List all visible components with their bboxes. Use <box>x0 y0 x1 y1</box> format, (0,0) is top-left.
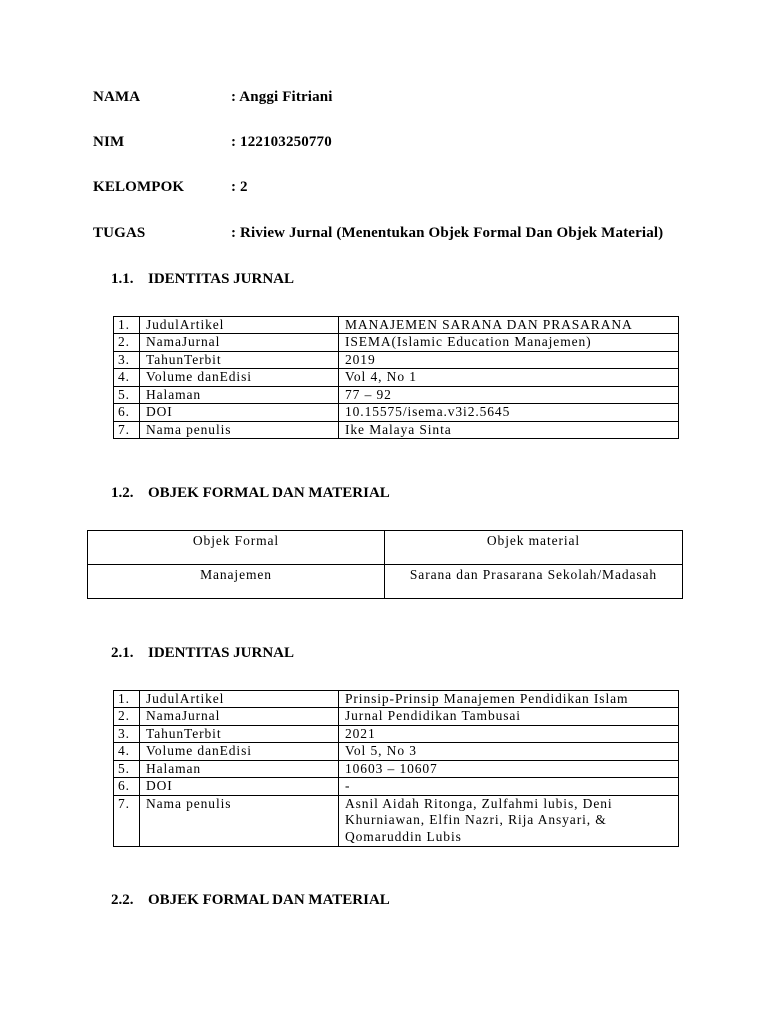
field-nama <box>93 88 713 106</box>
table-row <box>88 565 683 599</box>
row-number-cell: 4. <box>114 369 140 386</box>
field-value-cell: ISEMA(Islamic Education Manajemen) <box>339 334 679 351</box>
field-value-cell: Jurnal Pendidikan Tambusai <box>339 708 679 725</box>
row-number-cell: 2. <box>114 708 140 725</box>
field-nim-value: : 122103250770 <box>231 134 332 150</box>
field-name-cell: NamaJurnal <box>140 334 339 351</box>
field-value-cell <box>339 795 679 846</box>
objek-material-header: Objek material <box>385 531 683 565</box>
field-name-cell: Volume danEdisi <box>140 369 339 386</box>
field-name-cell: DOI <box>140 404 339 421</box>
field-value-cell: Vol 4, No 1 <box>339 369 679 386</box>
objek-formal-header: Objek Formal <box>88 531 385 565</box>
row-number-cell: 4. <box>114 743 140 760</box>
author-line: Asnil Aidah Ritonga, Zulfahmi lubis, Deni <box>345 795 613 811</box>
field-name-cell: Halaman <box>140 760 339 777</box>
field-name-cell: JudulArtikel <box>140 691 339 708</box>
table-row <box>114 351 679 368</box>
table-row <box>114 334 679 351</box>
field-name-cell: JudulArtikel <box>140 317 339 334</box>
section-heading-1-2 <box>111 484 611 502</box>
section-title: IDENTITAS JURNAL <box>148 271 295 287</box>
objek-material-value: Sarana dan Prasarana Sekolah/Madasah <box>385 565 683 599</box>
table-row <box>114 778 679 795</box>
field-tugas <box>93 224 713 242</box>
field-value-cell: Ike Malaya Sinta <box>339 421 679 438</box>
field-value-cell: Prinsip-Prinsip Manajemen Pendidikan Islam <box>339 691 679 708</box>
table-row <box>114 760 679 777</box>
field-kelompok-label: KELOMPOK <box>93 179 185 195</box>
row-number-cell: 5. <box>114 386 140 403</box>
row-number-cell: 6. <box>114 778 140 795</box>
field-name-cell: NamaJurnal <box>140 708 339 725</box>
section-number: 2.2. <box>111 892 134 908</box>
table-header-row <box>88 531 683 565</box>
row-number-cell: 6. <box>114 404 140 421</box>
field-value-cell: 10603 – 10607 <box>339 760 679 777</box>
table-row <box>114 421 679 438</box>
section-number: 2.1. <box>111 645 134 661</box>
section-heading-2-2 <box>111 891 611 909</box>
field-nim <box>93 133 713 151</box>
field-value-cell: - <box>339 778 679 795</box>
section-heading-2-1 <box>111 644 611 662</box>
section-title: OBJEK FORMAL DAN MATERIAL <box>148 485 390 501</box>
author-line: Qomaruddin Lubis <box>345 829 462 845</box>
row-number-cell: 7. <box>114 421 140 438</box>
field-kelompok <box>93 178 713 196</box>
table-row <box>114 404 679 421</box>
field-tugas-value: : Riview Jurnal (Menentukan Objek Formal Dan Objek Material) <box>231 225 664 241</box>
field-tugas-label: TUGAS <box>93 225 146 241</box>
row-number-cell: 1. <box>114 691 140 708</box>
section-title: IDENTITAS JURNAL <box>148 645 295 661</box>
section-heading-1-1 <box>111 270 611 288</box>
formal-material-table <box>87 530 683 599</box>
field-value-cell: 10.15575/isema.v3i2.5645 <box>339 404 679 421</box>
field-name-cell: Nama penulis <box>140 421 339 438</box>
field-value-cell: Vol 5, No 3 <box>339 743 679 760</box>
table-row <box>114 795 679 846</box>
table-row <box>114 386 679 403</box>
table-row <box>114 743 679 760</box>
author-line: Khurniawan, Elfin Nazri, Rija Ansyari, & <box>345 812 607 828</box>
table-row <box>114 369 679 386</box>
field-name-cell: TahunTerbit <box>140 725 339 742</box>
field-name-cell: Halaman <box>140 386 339 403</box>
objek-formal-value: Manajemen <box>88 565 385 599</box>
row-number-cell: 3. <box>114 351 140 368</box>
field-name-cell: Nama penulis <box>140 795 339 846</box>
field-name-cell: Volume danEdisi <box>140 743 339 760</box>
table-row <box>114 725 679 742</box>
journal-identity-table-2 <box>113 690 679 847</box>
field-kelompok-value: : 2 <box>231 179 248 195</box>
row-number-cell: 7. <box>114 795 140 846</box>
section-number: 1.2. <box>111 485 134 501</box>
field-nama-label: NAMA <box>93 89 141 105</box>
field-name-cell: TahunTerbit <box>140 351 339 368</box>
field-value-cell: 2019 <box>339 351 679 368</box>
row-number-cell: 3. <box>114 725 140 742</box>
table-row <box>114 691 679 708</box>
field-value-cell: 2021 <box>339 725 679 742</box>
section-number: 1.1. <box>111 271 134 287</box>
field-value-cell: 77 – 92 <box>339 386 679 403</box>
field-nim-label: NIM <box>93 134 125 150</box>
row-number-cell: 2. <box>114 334 140 351</box>
row-number-cell: 5. <box>114 760 140 777</box>
table-row <box>114 708 679 725</box>
field-value-cell: MANAJEMEN SARANA DAN PRASARANA <box>339 317 679 334</box>
field-nama-value: : Anggi Fitriani <box>231 89 333 105</box>
section-title: OBJEK FORMAL DAN MATERIAL <box>148 892 390 908</box>
journal-identity-table-1 <box>113 316 679 439</box>
table-row <box>114 317 679 334</box>
row-number-cell: 1. <box>114 317 140 334</box>
field-name-cell: DOI <box>140 778 339 795</box>
